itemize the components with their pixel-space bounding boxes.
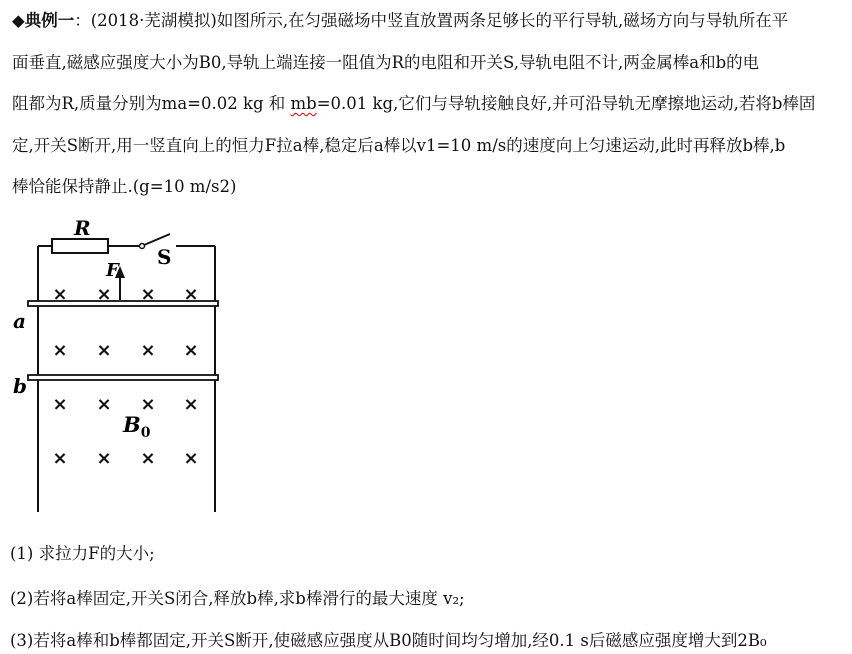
field-cross: × [183, 284, 199, 305]
label-S: S [157, 245, 172, 269]
problem-line-4: 定,开关S断开,用一竖直向上的恒力F拉a棒,稳定后a棒以v1=10 m/s的速度向上匀速运动,此时再释放b棒,b [12, 135, 786, 155]
label-B-subscript: 0 [140, 425, 151, 441]
label-F: F [106, 260, 119, 281]
field-cross: × [96, 448, 112, 469]
field-cross: × [140, 340, 156, 361]
resistor-R [52, 239, 108, 253]
label-B: B [123, 412, 141, 437]
label-B0 [122, 412, 151, 441]
field-cross: × [96, 284, 112, 305]
field-cross: × [183, 448, 199, 469]
field-cross: × [52, 284, 68, 305]
circuit-diagram [10, 212, 240, 522]
problem-line-1-text: ：(2018·芜湖模拟)如图所示,在匀强磁场中竖直放置两条足够长的平行导轨,磁场方向与导轨所在平 [74, 11, 789, 30]
problem-line-1 [12, 0, 844, 42]
field-cross: × [183, 394, 199, 415]
problem-statement [12, 0, 844, 208]
question-3: (3)若将a棒和b棒都固定,开关S断开,使磁感应强度从B0随时间均匀增加,经0.1 s后磁感应强度增大到2B₀ [10, 631, 767, 650]
field-cross: × [140, 284, 156, 305]
question-1: (1) 求拉力F的大小; [10, 544, 155, 563]
label-R: R [74, 216, 91, 240]
field-cross: × [52, 448, 68, 469]
problem-line-2: 面垂直,磁感应强度大小为B0,导轨上端连接一阻值为R的电阻和开关S,导轨电阻不计,两金属棒a和b的电 [12, 52, 760, 72]
field-cross: × [183, 340, 199, 361]
problem-line-3 [12, 83, 844, 125]
bar-b [28, 375, 218, 380]
field-cross: × [52, 394, 68, 415]
switch-blade [144, 234, 170, 245]
field-cross: × [96, 340, 112, 361]
label-b: b [13, 374, 27, 398]
question-2: (2)若将a棒固定,开关S闭合,释放b棒,求b棒滑行的最大速度 v₂; [10, 589, 465, 608]
field-cross: × [52, 340, 68, 361]
spellcheck-underlined-word: mb [290, 94, 317, 113]
problem-line-3-start: 阻都为R,质量分别为ma=0.02 kg 和 [12, 94, 291, 113]
label-a: a [13, 309, 26, 333]
problem-line-5: 棒恰能保持静止.(g=10 m/s2) [12, 177, 237, 196]
problem-line-3-end: =0.01 kg,它们与导轨接触良好,并可沿导轨无摩擦地运动,若将b棒固 [316, 94, 816, 113]
example-prefix: ◆典例一 [12, 11, 75, 30]
field-cross: × [140, 448, 156, 469]
field-cross: × [140, 394, 156, 415]
field-cross: × [96, 394, 112, 415]
